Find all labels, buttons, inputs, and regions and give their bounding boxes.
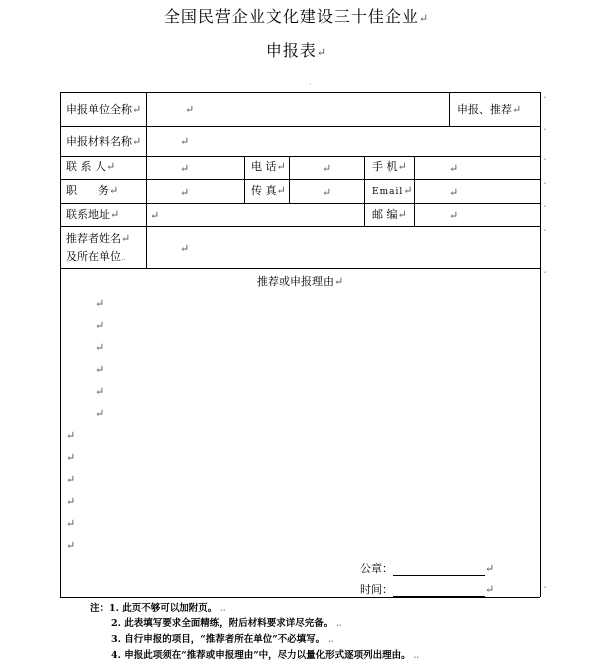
note-item: 注：1. 此页不够可以加附页。 .. <box>90 603 226 614</box>
paragraph-mark-icon: ↵ <box>95 363 105 376</box>
form-subtitle <box>0 38 593 61</box>
material-name-field[interactable]: ↵ <box>180 135 190 148</box>
paragraph-mark-icon: ↵ <box>95 407 105 420</box>
paragraph-mark-icon: ↵ <box>66 451 76 464</box>
table-border-top <box>60 92 540 93</box>
cell-end-mark: ˇ <box>543 271 547 280</box>
mobile-field[interactable]: ↵ <box>449 162 459 175</box>
cell-end-mark: ˇ <box>543 229 547 238</box>
small-mark: · <box>309 80 312 89</box>
note-item: 4. 申报此项须在“推荐或申报理由”中，尽力以量化形式逐项列出理由。 .. <box>111 650 420 661</box>
phone-label: 电 话↵ <box>251 160 286 173</box>
reason-heading: 推荐或申报理由↵ <box>257 275 344 288</box>
table-col-divider <box>244 156 245 203</box>
paragraph-mark-icon: ↵ <box>66 473 76 486</box>
fax-field[interactable]: ↵ <box>322 186 332 199</box>
cell-end-mark: ˇ <box>543 586 547 595</box>
table-border-right <box>540 92 541 597</box>
postcode-label: 邮 编↵ <box>372 208 407 221</box>
table-row-divider <box>60 156 540 157</box>
time-line: 时间： ↵ <box>360 583 495 596</box>
paragraph-mark-icon: ↵ <box>95 385 105 398</box>
table-border-bottom <box>60 597 540 598</box>
seal-line: 公章： ↵ <box>360 562 495 575</box>
paragraph-mark-icon: ↵ <box>66 429 76 442</box>
table-row-divider <box>60 226 540 227</box>
email-field[interactable]: ↵ <box>449 186 459 199</box>
paragraph-mark-icon: ↵ <box>418 12 430 25</box>
table-col-divider <box>289 156 290 203</box>
recommender-field[interactable]: ↵ <box>180 242 190 255</box>
cell-end-mark: ˇ <box>543 128 547 137</box>
apply-recommend-label: 申报、推荐↵ <box>457 103 522 116</box>
form-title <box>0 4 593 27</box>
position-label: 职 务↵ <box>66 184 119 197</box>
email-label: Email↵ <box>372 184 414 197</box>
applicant-name-label: 申报单位全称↵ <box>66 103 142 116</box>
table-col-divider <box>414 156 415 226</box>
cell-end-mark: ˇ <box>543 182 547 191</box>
seal-label: 公章： <box>360 562 393 575</box>
phone-field[interactable]: ↵ <box>322 162 332 175</box>
recommender-label: 推荐者姓名↵ 及所在单位.. <box>66 232 131 263</box>
address-field[interactable]: ↵ <box>150 209 160 222</box>
note-item: 2. 此表填写要求全面精练，附后材料要求详尽完备。 .. <box>111 618 342 629</box>
table-row-divider <box>60 268 540 269</box>
cell-end-mark: ˇ <box>543 205 547 214</box>
mobile-label: 手 机↵ <box>372 160 407 173</box>
paragraph-mark-icon: ↵ <box>66 517 76 530</box>
paragraph-mark-icon: ↵ <box>66 495 76 508</box>
table-col-divider <box>449 92 450 126</box>
table-row-divider <box>60 179 540 180</box>
paragraph-mark-icon: ↵ <box>95 341 105 354</box>
form-subtitle-text: 申报表 <box>265 41 317 60</box>
time-blank[interactable] <box>393 585 485 597</box>
table-row-divider <box>60 203 540 204</box>
position-field[interactable]: ↵ <box>180 186 190 199</box>
contact-person-field[interactable]: ↵ <box>180 162 190 175</box>
form-title-text: 全国民营企业文化建设三十佳企业 <box>163 7 419 26</box>
time-label: 时间： <box>360 583 393 596</box>
contact-person-label: 联 系 人↵ <box>66 160 116 173</box>
fax-label: 传 真↵ <box>251 184 286 197</box>
paragraph-mark-icon: ↵ <box>316 46 328 59</box>
note-prefix: 注： <box>90 603 110 614</box>
cell-end-mark: ˇ <box>543 96 547 105</box>
table-border-left <box>60 92 61 597</box>
applicant-name-field[interactable]: ↵ <box>185 103 195 116</box>
seal-blank[interactable] <box>393 564 485 576</box>
paragraph-mark-icon: ↵ <box>95 319 105 332</box>
postcode-field[interactable]: ↵ <box>449 209 459 222</box>
note-item: 3. 自行申报的项目，“推荐者所在单位”不必填写。 .. <box>111 634 334 645</box>
cell-end-mark: ˇ <box>543 158 547 167</box>
material-name-label: 申报材料名称↵ <box>66 135 142 148</box>
table-col-divider <box>146 92 147 268</box>
table-col-divider <box>364 156 365 226</box>
table-row-divider <box>60 126 540 127</box>
paragraph-mark-icon: ↵ <box>95 297 105 310</box>
address-label: 联系地址↵ <box>66 208 120 221</box>
paragraph-mark-icon: ↵ <box>66 539 76 552</box>
